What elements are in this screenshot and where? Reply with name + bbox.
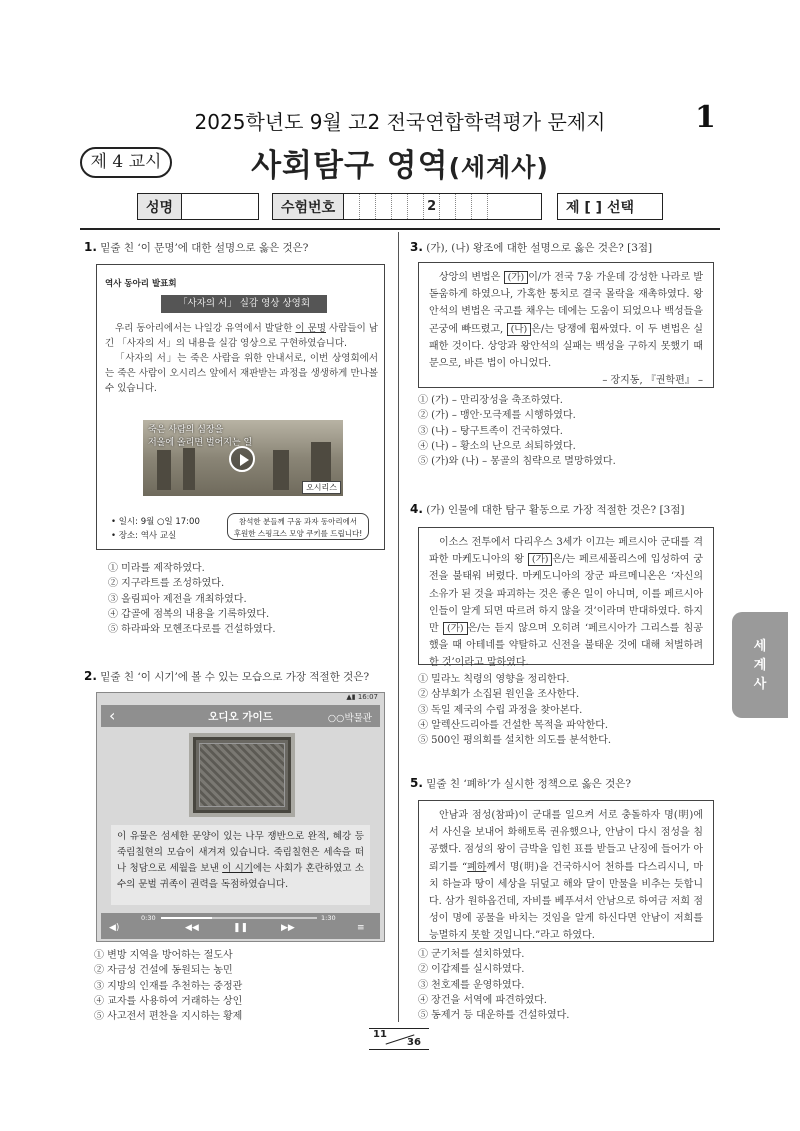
- nav-title: 오디오 가이드: [208, 711, 273, 723]
- option-2[interactable]: ② 지구라트를 조성하였다.: [108, 578, 225, 590]
- q1-stem-text: 밑줄 친 ‘이 문명’에 대한 설명으로 옳은 것은?: [100, 242, 309, 254]
- passage-source: – 장지동, 『권학편』 –: [602, 375, 703, 387]
- q2-stem-text: 밑줄 친 ‘이 시기’에 볼 수 있는 모습으로 가장 적절한 것은?: [100, 671, 370, 683]
- status-time: 16:07: [357, 693, 378, 701]
- option-1[interactable]: ① 미라를 제작하였다.: [108, 563, 205, 574]
- q1-options: [108, 561, 388, 637]
- q4-number: 4.: [410, 502, 423, 516]
- text: 께서 명(明)을 건국하시어 천하를 다스리시니, 마치 하늘과 땅이 세상을 뒤덮고 해와 달이 만물을 비추는 듯합니다. 삼가 원하옵건데, 자비를 베푸셔서 안남으로 하여금 저희 점성이 명에 공물을 바치는 것임을 알게 하신다면 안남이 저희를 능멸하지 못할 것입니다.”라고 하였다.: [429, 861, 703, 942]
- time-total: 1:30: [321, 914, 336, 922]
- subject-title: [0, 140, 800, 185]
- q1-poster: [96, 264, 385, 550]
- side-tab-char: 사: [753, 677, 767, 692]
- figure-silhouette: [157, 450, 171, 490]
- status-bar: [97, 693, 384, 705]
- audio-player: [101, 913, 380, 939]
- text: 은/는 당쟁에 휩싸였다. 이 두 변법은 실패한 것이다. 상앙과 왕안석의 실패는 백성을 구하지 못했기 때문으로, 바른 법이 아니었다.: [429, 323, 703, 370]
- caption-line: 저울에 올리면 벌어지는 일: [148, 438, 253, 448]
- digit-cell: [392, 194, 408, 219]
- underlined-term: 이 문명: [295, 323, 326, 334]
- back-icon[interactable]: ‹: [109, 706, 116, 725]
- q3-number: 3.: [410, 240, 423, 254]
- page-current: 11: [373, 1029, 387, 1040]
- header-rule: [80, 228, 720, 230]
- exam-title: 2025학년도 9월 고2 전국연합학력평가 문제지: [194, 110, 606, 134]
- play-icon[interactable]: [229, 446, 255, 472]
- option-3[interactable]: ③ 지방의 인재를 추천하는 중정관: [94, 980, 243, 992]
- option-5[interactable]: ⑤ 동제거 등 대운하를 건설하였다.: [418, 1010, 570, 1022]
- q2-number: 2.: [84, 669, 97, 683]
- club-label: 역사 동아리 발표회: [105, 279, 177, 289]
- q4-options: [418, 672, 718, 748]
- side-tab-char: 계: [753, 658, 767, 673]
- blank-na: (나): [507, 323, 532, 336]
- option-2[interactable]: ② (가) – 맹안·모극제를 시행하였다.: [418, 410, 576, 422]
- event-details: [111, 515, 200, 543]
- option-3[interactable]: ③ 독일 제국의 수립 과정을 찾아본다.: [418, 704, 583, 716]
- option-4[interactable]: ④ 갑골에 점복의 내용을 기록하였다.: [108, 608, 270, 620]
- page-number: 1: [695, 100, 716, 135]
- poster-paragraph: [105, 321, 378, 351]
- poster-body: [105, 321, 378, 396]
- q1-number: 1.: [84, 240, 97, 254]
- option-5[interactable]: ⑤ (가)와 (나) – 몽골의 침략으로 멸망하였다.: [418, 456, 616, 468]
- text: 에는 사회가 혼란하였고 소수의 문벌 귀족이 권력을 독점하였습니다.: [117, 863, 364, 890]
- video-thumbnail[interactable]: [143, 420, 343, 496]
- passage-text: [429, 807, 703, 945]
- option-2[interactable]: ② 자금성 건설에 동원되는 농민: [94, 965, 233, 977]
- menu-icon[interactable]: ≡: [357, 923, 365, 933]
- column-divider: [398, 232, 399, 1022]
- q3-stem-text: (가), (나) 왕조에 대한 설명으로 옳은 것은? [3점]: [426, 242, 653, 254]
- text: 사람들이 남긴 「사자의 서」의 내용을 실감 영상으로 구현하였습니다.: [105, 323, 378, 349]
- q4-stem-text: (가) 인물에 대한 탐구 활동으로 가장 적절한 것은? [3점]: [426, 504, 685, 516]
- blank-ga: (가): [443, 622, 468, 635]
- side-tab-char: 세: [753, 639, 767, 654]
- event-banner: 「사자의 서」 실감 영상 상영회: [161, 295, 327, 313]
- guide-text: [111, 825, 370, 905]
- progress-track[interactable]: [161, 917, 317, 919]
- digit-cell: [456, 194, 472, 219]
- nav-bar: [101, 705, 380, 727]
- text: 이/가 전국 7웅 가운데 강성한 나라로 발돋움하게 하였으나, 가혹한 통치로 결국 몰락을 재촉하였다. 왕안석의 변법은 국고를 채우는 데에는 도움이 되었으나 백성들을 곤궁에 빠뜨렸고,: [429, 272, 703, 335]
- option-1[interactable]: ① 변방 지역을 방어하는 절도사: [94, 950, 233, 961]
- option-1[interactable]: ① 군기처를 설치하였다.: [418, 949, 525, 960]
- exam-number-cells: [344, 194, 488, 219]
- blank-ga: (가): [504, 271, 529, 284]
- pause-icon[interactable]: ❚❚: [233, 923, 249, 933]
- option-3[interactable]: ③ (나) – 탕구트족이 건국하였다.: [418, 425, 563, 437]
- page-counter: [369, 1028, 429, 1050]
- figure-silhouette: [273, 450, 289, 490]
- event-date: • 일시: 9월 ○일 17:00: [111, 517, 200, 527]
- option-1[interactable]: ① 밀라노 칙령의 영향을 정리한다.: [418, 674, 570, 685]
- digit-cell: [472, 194, 488, 219]
- text: 안남과 점성(참파)이 군대를 일으켜 서로 충돌하자 명(明)에서 사신을 보내어 화해토록 권유했으나, 안남이 다시 점성을 침공했다. 점성의 왕이 금박을 입힌 표를 받들고 난징에 들어가 아뢰기를 “: [429, 810, 703, 873]
- text: 우리 동아리에서는 나일강 유역에서 발달한: [115, 323, 296, 334]
- option-2[interactable]: ② 삼부회가 소집된 원인을 조사한다.: [418, 689, 580, 701]
- name-field: [137, 193, 259, 220]
- q2-options: [94, 948, 394, 1024]
- event-place: • 장소: 역사 교실: [111, 531, 177, 541]
- forward-icon[interactable]: ▶▶: [281, 923, 295, 933]
- note-line: 참석한 분들께 구움 과자 동아리에서: [238, 517, 358, 526]
- page-total: 36: [407, 1037, 421, 1048]
- subject-main: 사회탐구 영역: [251, 148, 449, 184]
- poster-paragraph: 「사자의 서」는 죽은 사람을 위한 안내서로, 이번 상영회에서는 죽은 사람이 오시리스 앞에서 재판받는 과정을 생생하게 만나볼 수 있습니다.: [105, 353, 378, 394]
- option-4[interactable]: ④ (나) – 황소의 난으로 쇠퇴하였다.: [418, 440, 576, 452]
- artifact-image: [189, 733, 295, 817]
- subject-side-tab: [732, 612, 788, 718]
- event-note: [227, 513, 369, 540]
- option-2[interactable]: ② 이갑제를 실시하였다.: [418, 964, 525, 976]
- caption-line: 죽은 사람의 심장을: [148, 425, 224, 435]
- option-5[interactable]: ⑤ 500인 평의회를 설치한 의도를 분석한다.: [418, 735, 612, 747]
- digit-cell: [440, 194, 456, 219]
- note-line: 후원한 스핑크스 모양 쿠키를 드립니다!: [233, 528, 363, 538]
- q3-passage: [418, 262, 714, 388]
- digit-cell: [408, 194, 424, 219]
- text: 은/는 듣지 않으며 오히려 ‘페르시아가 그리스를 침공했을 때 아테네를 약탈하고 신전을 불태운 것에 대해 처벌하려 한 것’이라고 말하였다.: [429, 623, 703, 669]
- option-5[interactable]: ⑤ 사고전서 편찬을 지시하는 황제: [94, 1011, 243, 1023]
- option-3[interactable]: ③ 올림피아 제전을 개최하였다.: [108, 593, 247, 605]
- blank-ga: (가): [528, 553, 553, 566]
- passage-text: [429, 534, 703, 672]
- audio-guide-screen: [96, 692, 385, 942]
- q1-stem: [84, 240, 394, 255]
- subject-sub: (세계사): [448, 153, 549, 182]
- text: 상앙의 변법은: [439, 272, 504, 283]
- exam-number-field: [272, 193, 542, 220]
- option-4[interactable]: ④ 장건을 서역에 파견하였다.: [418, 994, 547, 1006]
- digit-cell: [344, 194, 360, 219]
- digit-cell: [360, 194, 376, 219]
- q3-stem: [410, 240, 720, 255]
- q4-passage: [418, 527, 714, 669]
- exam-number-label: 수험번호: [273, 194, 344, 219]
- q4-stem: [410, 502, 720, 517]
- text: 은/는 페르세폴리스에 입성하여 궁전을 불태워 버렸다. 마케도니아의 장군 파르메니온은 ‘자신의 소유가 된 것을 파괴하는 것은 좋은 일이 아니며, 이를 페르시아인들이 알게 되면 따르려 하지 않을 것’이라며 반대하였다. 하지만: [429, 554, 703, 635]
- name-label: 성명: [138, 194, 182, 219]
- selection-label: 제 [ ] 선택: [558, 194, 642, 219]
- rewind-icon[interactable]: ◀◀: [185, 923, 199, 933]
- option-4[interactable]: ④ 교자를 사용하여 거래하는 상인: [94, 995, 243, 1007]
- q5-options: [418, 947, 718, 1023]
- underlined-term: 이 시기: [222, 863, 254, 874]
- passage-text: [429, 269, 703, 372]
- option-4[interactable]: ④ 알렉산드리아를 건설한 목적을 파악한다.: [418, 719, 609, 731]
- digit-cell: 2: [424, 194, 440, 219]
- time-elapsed: 0:30: [141, 914, 156, 922]
- video-label: 오시리스: [302, 481, 341, 494]
- q5-number: 5.: [410, 776, 423, 790]
- q5-stem-text: 밑줄 친 ‘폐하’가 실시한 정책으로 옳은 것은?: [426, 778, 632, 790]
- option-3[interactable]: ③ 천호제를 운영하였다.: [418, 979, 525, 991]
- option-1[interactable]: ① (가) – 만리장성을 축조하였다.: [418, 395, 563, 406]
- period-badge: 제 4 교시: [80, 147, 172, 178]
- q2-stem: [84, 669, 394, 684]
- signal-icon: ▲▮: [346, 693, 358, 701]
- progress-fill: [161, 917, 212, 919]
- q5-passage: [418, 800, 714, 942]
- underlined-term: 폐하: [467, 861, 487, 873]
- q5-stem: [410, 776, 720, 791]
- q3-options: [418, 393, 718, 469]
- museum-name: ○○박물관: [327, 713, 372, 724]
- selection-field: [557, 193, 663, 220]
- carved-pattern: [199, 743, 285, 807]
- volume-icon[interactable]: ◀): [109, 923, 120, 933]
- option-5[interactable]: ⑤ 하라파와 모헨조다로를 건설하였다.: [108, 624, 276, 636]
- figure-silhouette: [183, 448, 195, 490]
- text: 이소스 전투에서 다리우스 3세가 이끄는 페르시아 군대를 격파한 마케도니아의 왕: [429, 537, 703, 566]
- digit-cell: [376, 194, 392, 219]
- text: 이 유물은 섬세한 문양이 있는 나무 쟁반으로 완적, 혜강 등 죽림칠현의 모습이 새겨져 있습니다. 죽림칠현은 세속을 떠나 청담으로 세월을 보낸: [117, 831, 364, 874]
